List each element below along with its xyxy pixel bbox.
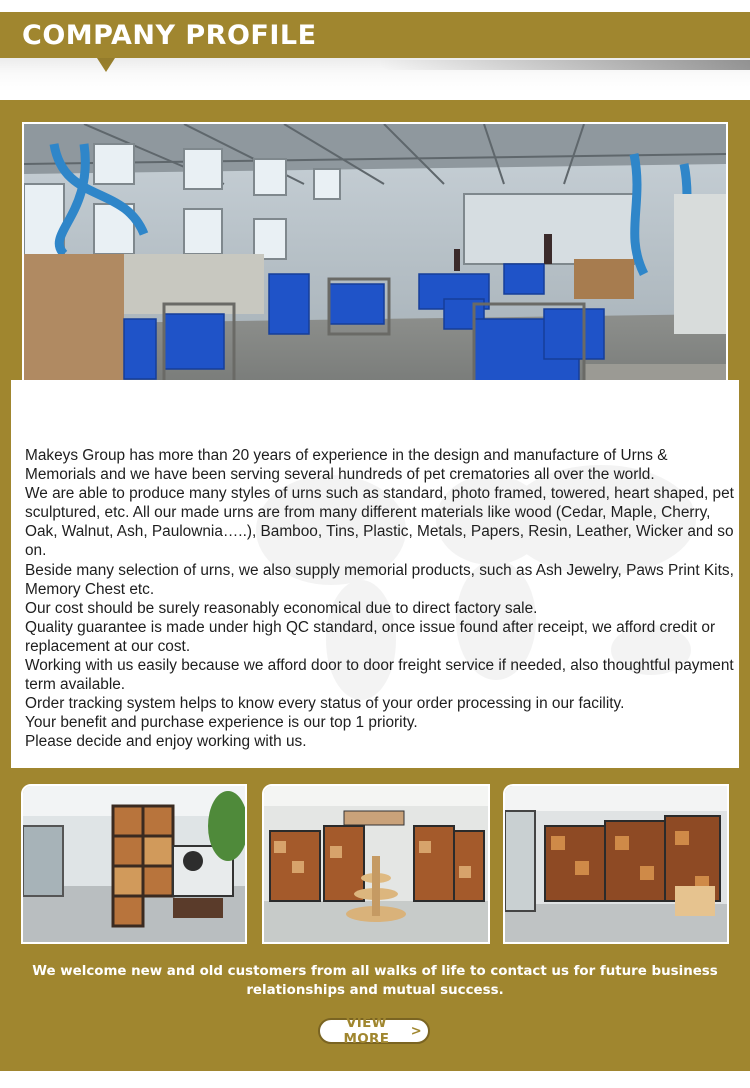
profile-paragraph: Please decide and enjoy working with us.: [25, 733, 307, 751]
profile-paragraph: Order tracking system helps to know every status of your order processing in our facility.: [25, 695, 625, 713]
closing-statement: We welcome new and old customers from all walks of life to contact us for future business relationships and mutual success.: [32, 964, 718, 998]
profile-text-box: [11, 380, 739, 768]
profile-paragraph: Our cost should be surely reasonably economical due to direct factory sale.: [25, 599, 538, 617]
profile-paragraph: Quality guarantee is made under high QC standard, once issue found after receipt, we afford credit or replacement at our cost.: [25, 618, 716, 655]
showroom-photo-1: [21, 784, 247, 944]
company-description: [25, 446, 735, 752]
chevron-right-icon: >: [410, 1023, 422, 1039]
profile-paragraph: Working with us easily because we afford door to door freight service if needed, also thoughtful payment term available.: [25, 657, 734, 694]
header-swoosh: [380, 60, 750, 70]
profile-paragraph: Beside many selection of urns, we also supply memorial products, such as Ash Jewelry, Paws Print Kits, Memory Chest etc.: [25, 561, 734, 598]
page-title: COMPANY PROFILE: [22, 20, 317, 51]
view-more-label: VIEW MORE: [343, 1015, 390, 1047]
view-more-button[interactable]: [318, 1015, 430, 1047]
profile-paragraph: We are able to produce many styles of urns such as standard, photo framed, towered, heart shaped, pet sculptured, etc. All our made urns are from many different materials like wood (Cedar, Maple, Cherry, Oak, Walnut, Ash, Paulownia…..), Bamboo, Tins, Plastic, Metals, Papers, Resin, Leather, Wicker and so on.: [25, 485, 734, 560]
showroom-photo-2: [262, 784, 490, 944]
profile-paragraph: Your benefit and purchase experience is our top 1 priority.: [25, 714, 418, 732]
profile-paragraph: Makeys Group has more than 20 years of experience in the design and manufacture of Urns & Memorials and we have been serving several hundreds of pet crematories all over the world.: [25, 447, 668, 484]
showroom-photo-3: [503, 784, 729, 944]
